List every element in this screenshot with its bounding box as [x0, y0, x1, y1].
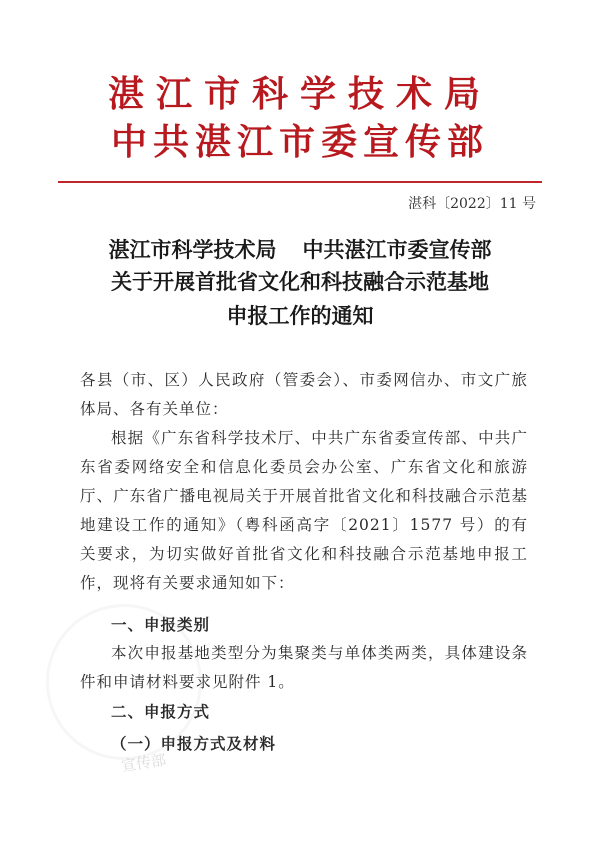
- header-org-line2: 中共湛江市委宣传部: [110, 122, 489, 163]
- seal-stamp-text: 宣传部: [120, 750, 168, 776]
- document-number: 湛科〔2022〕11 号: [408, 196, 536, 212]
- red-divider-line: [58, 181, 542, 183]
- salutation: 各县（市、区）人民政府（管委会）、市委网信办、市文广旅体局、各有关单位：: [80, 371, 528, 418]
- subsection-heading-1: （一）申报方式及材料: [111, 734, 277, 753]
- title-line2: 关于开展首批省文化和科技融合示范基地: [111, 269, 489, 294]
- title-line3: 申报工作的通知: [226, 303, 374, 328]
- header-org-line1: 湛江市科学技术局: [107, 74, 492, 115]
- title-issuer1: 湛江市科学技术局: [108, 237, 277, 262]
- faded-seal-stamp: [46, 604, 202, 760]
- paragraph-2: 本次申报基地类型分为集聚类与单体类两类，具体建设条件和申请材料要求见附件 1。: [80, 644, 528, 691]
- paragraph-1: 根据《广东省科学技术厅、中共广东省委宣传部、中共广东省委网络安全和信息化委员会办公室、广东省文化和旅游厅、广东省广播电视局关于开展首批省文化和科技融合示范基地建设工作的通知》（粤科函高字〔2021〕1577 号）的有关要求，为切实做好首批省文化和科技融合示范基地申报工作，现将有关要求通知如下：: [80, 429, 528, 592]
- title-line1: [0, 234, 600, 264]
- title-issuer2: 中共湛江市委宣传部: [302, 237, 492, 262]
- section-heading-1: 一、申报类别: [111, 615, 211, 634]
- section-heading-2: 二、申报方式: [111, 702, 211, 721]
